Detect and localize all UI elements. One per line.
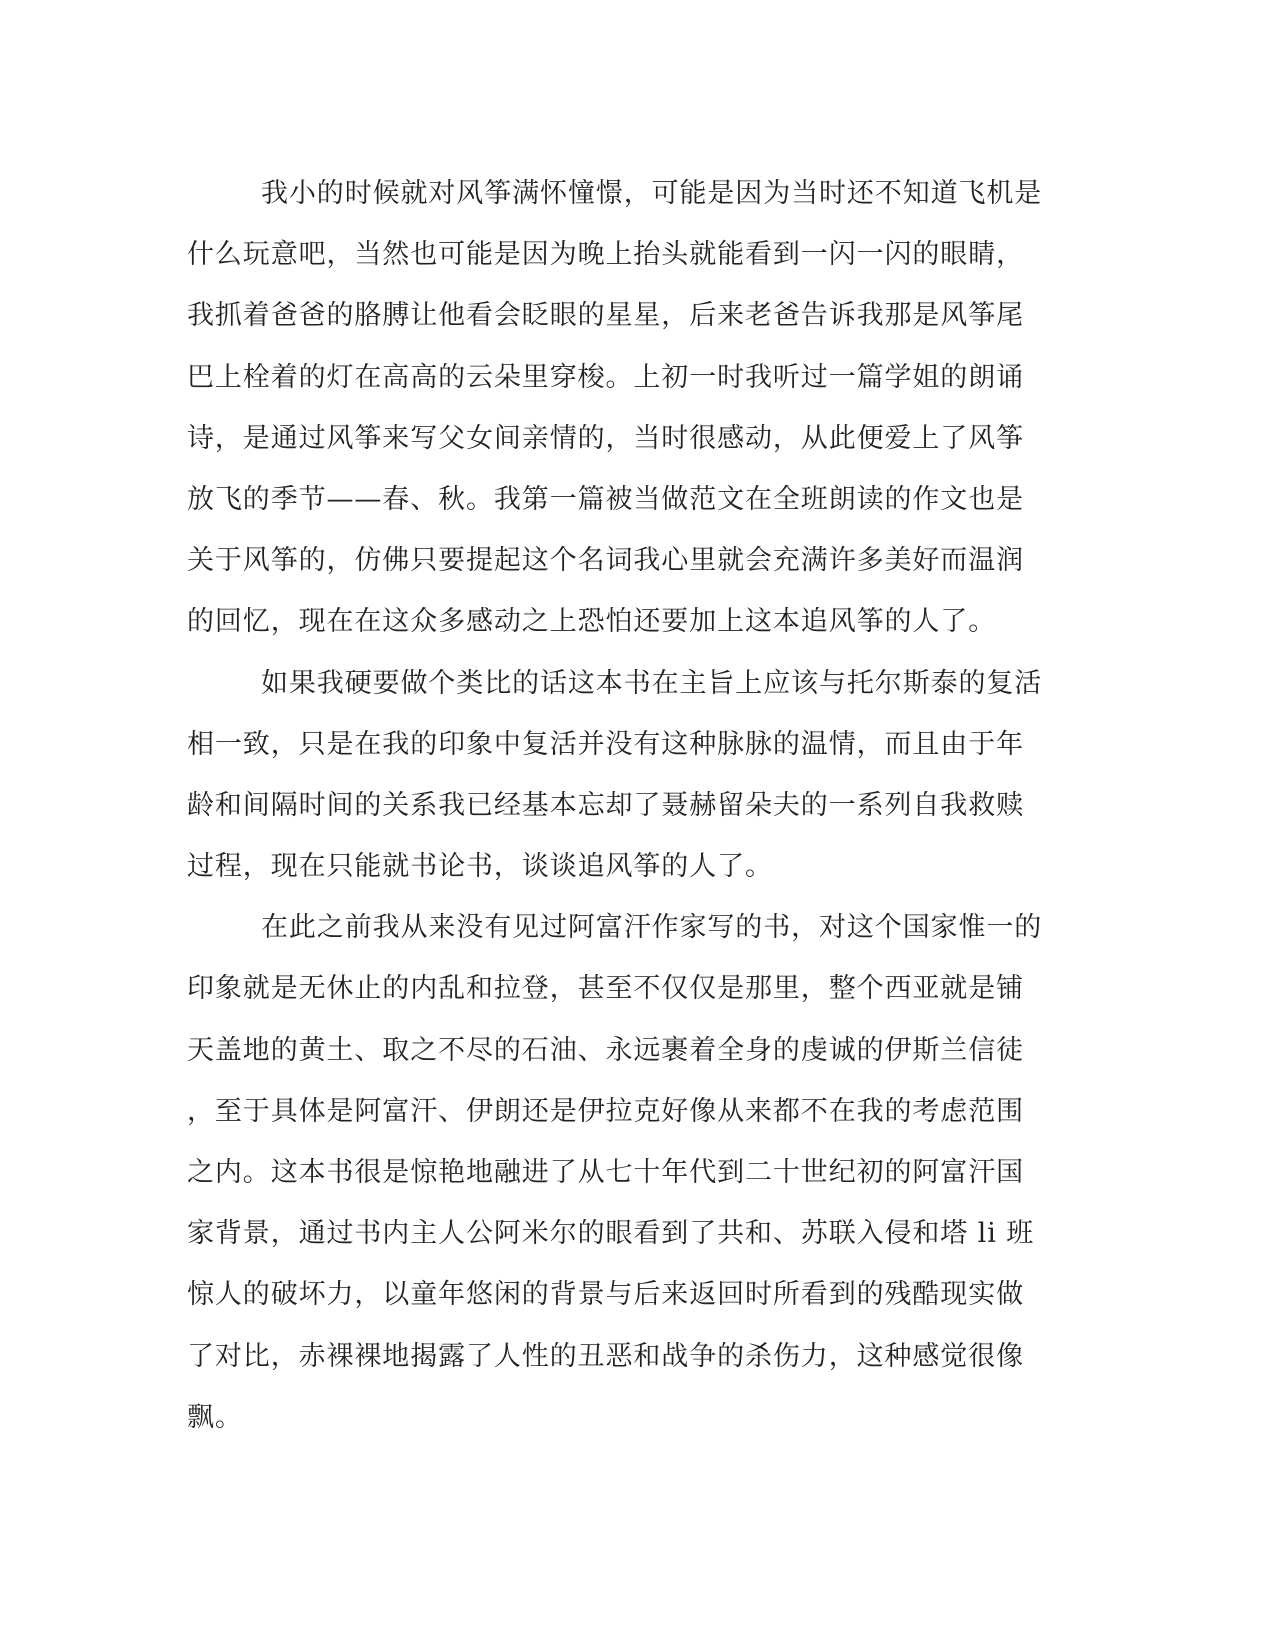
text-line: 如果我硬要做个类比的话这本书在主旨上应该与托尔斯泰的复活 [261,667,1043,699]
text-line: 我小的时候就对风筝满怀憧憬，可能是因为当时还不知道飞机是 [261,178,1043,209]
text-line: 诗，是通过风筝来写父女间亲情的，当时很感动，从此便爱上了风筝 [187,422,1024,454]
text-line: 龄和间隔时间的关系我已经基本忘却了聂赫留朵夫的一系列自我救赎 [187,789,1024,821]
text-line: 什么玩意吧，当然也可能是因为晚上抬头就能看到一闪一闪的眼睛， [187,239,1024,271]
text-line: ，至于具体是阿富汗、伊朗还是伊拉克好像从来都不在我的考虑范围 [187,1095,1024,1127]
text-line: 相一致，只是在我的印象中复活并没有这种脉脉的温情，而且由于年 [187,728,1024,760]
body-text [187,163,1067,1448]
text-line: 印象就是无休止的内乱和拉登，甚至不仅仅是那里，整个西亚就是铺 [187,973,1024,1005]
text-line: 惊人的破坏力，以童年悠闲的背景与后来返回时所看到的残酷现实做 [187,1279,1024,1311]
text-line: 天盖地的黄土、取之不尽的石油、永远裹着全身的虔诚的伊斯兰信徒 [187,1034,1024,1066]
paragraph-1 [187,163,1067,653]
paragraph-3 [187,897,1067,1448]
text-line: 家背景，通过书内主人公阿米尔的眼看到了共和、苏联入侵和塔 li 班 [187,1218,1035,1250]
text-line: 的回忆，现在在这众多感动之上恐怕还要加上这本追风筝的人了。 [187,606,997,638]
text-line: 过程，现在只能就书论书，谈谈追风筝的人了。 [187,851,773,883]
text-line: 关于风筝的，仿佛只要提起这个名词我心里就会充满许多美好而温润 [187,545,1024,577]
text-line: 之内。这本书很是惊艳地融进了从七十年代到二十世纪初的阿富汗国 [187,1157,1024,1188]
paragraph-2 [187,653,1067,898]
text-line: 了对比，赤裸裸地揭露了人性的丑恶和战争的杀伤力，这种感觉很像 [187,1340,1024,1372]
text-line: 巴上栓着的灯在高高的云朵里穿梭。上初一时我听过一篇学姐的朗诵 [187,361,1024,393]
text-line: 在此之前我从来没有见过阿富汗作家写的书，对这个国家惟一的 [261,912,1043,944]
text-line: 飘。 [187,1401,243,1433]
text-line: 我抓着爸爸的胳膊让他看会眨眼的星星，后来老爸告诉我那是风筝尾 [187,300,1024,332]
text-line: 放飞的季节——春、秋。我第一篇被当做范文在全班朗读的作文也是 [187,483,1024,515]
